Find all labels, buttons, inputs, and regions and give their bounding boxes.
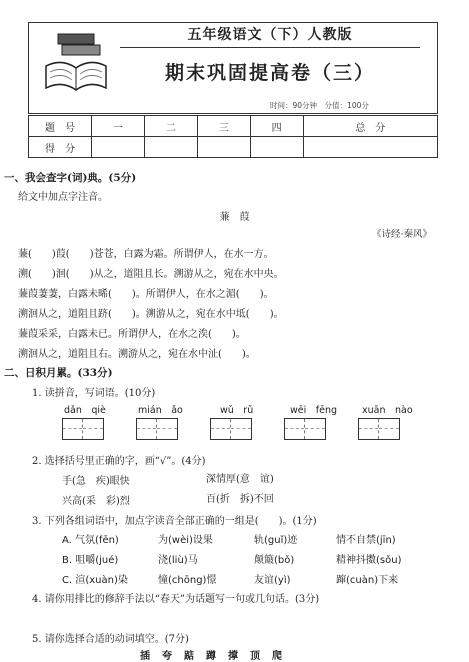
q3-option: 憧(chōng)憬 — [158, 575, 217, 586]
score-cell: 总 分 — [303, 116, 437, 137]
q2-text: 2. 选择括号里正确的字，画“√”。(4分) — [32, 456, 206, 467]
poem-line: 蒹葭采采，白露未已。所谓伊人，在水之涘( )。 — [18, 329, 246, 340]
q3-option: 友谊(yì) — [254, 575, 291, 586]
section1-heading: 一、我会查字(词)典。(5分) — [4, 172, 137, 184]
pinyin-label: xuān nào — [362, 405, 413, 416]
q3-option: 轨(guǐ)迹 — [254, 535, 298, 546]
poem-line: 蒹葭萋萋，白露未晞( )。所谓伊人，在水之湄( )。 — [18, 289, 274, 300]
book-icon — [40, 28, 110, 94]
q1-text: 1. 读拼音，写词语。(10分) — [32, 388, 156, 399]
pinyin-label: mián ǎo — [138, 405, 183, 416]
score-input-cell[interactable] — [92, 137, 145, 158]
q3-option: 为(wèi)设果 — [158, 535, 213, 546]
poem-line: 溯( )洄( )从之，道阻且长。溯游从之，宛在水中央。 — [18, 269, 284, 280]
pinyin-label: wǔ rǔ — [220, 405, 254, 416]
score-table-header-row — [29, 116, 438, 137]
writing-grid[interactable] — [358, 418, 400, 440]
score-table-score-row — [29, 137, 438, 158]
q3-option: A. 气氛(fēn) — [62, 535, 119, 546]
poem-line: 蒹( )葭( )苍苍，白露为霜。所谓伊人，在水一方。 — [18, 249, 274, 260]
q4-text: 4. 请你用排比的修辞手法以“春天”为话题写一句或几句话。(3分) — [32, 594, 320, 605]
q3-option: 颠簸(bǒ) — [254, 555, 295, 566]
q2-item[interactable]: 深情厚(意 谊) — [206, 474, 274, 485]
q2-item[interactable]: 百(折 拆)不回 — [206, 494, 274, 505]
poem-line: 溯洄从之，道阻且右。溯游从之，宛在水中沚( )。 — [18, 349, 256, 360]
q3-option: C. 渲(xuàn)染 — [62, 575, 128, 586]
score-cell: 四 — [250, 116, 303, 137]
score-cell: 三 — [197, 116, 250, 137]
q5-text: 5. 请你选择合适的动词填空。(7分) — [32, 634, 189, 645]
writing-grid[interactable] — [62, 418, 104, 440]
score-input-cell[interactable] — [197, 137, 250, 158]
score-cell: 题 号 — [29, 116, 92, 137]
edition-label: 五年级语文（下）人教版 — [120, 24, 420, 48]
score-table — [28, 115, 438, 158]
score-input-cell[interactable] — [250, 137, 303, 158]
exam-meta: 时间：90分钟 分值：100分 — [270, 101, 369, 110]
q3-option: 精神抖擞(sǒu) — [336, 555, 402, 566]
q3-text: 3. 下列各组词语中，加点字读音全部正确的一组是( )。(1分) — [32, 516, 317, 527]
score-input-cell[interactable] — [144, 137, 197, 158]
q2-item[interactable]: 兴高(采 彩)烈 — [62, 496, 130, 507]
pinyin-label: dǎn qiè — [64, 405, 106, 416]
section1-instruction: 给文中加点字注音。 — [18, 192, 108, 203]
score-cell: 一 — [92, 116, 145, 137]
score-input-cell[interactable] — [303, 137, 437, 158]
exam-title: 期末巩固提高卷（三） — [164, 62, 375, 84]
score-cell: 二 — [144, 116, 197, 137]
writing-grid[interactable] — [136, 418, 178, 440]
q2-item[interactable]: 手(急 疾)眼快 — [62, 476, 130, 487]
q3-option: 浇(liù)马 — [158, 555, 198, 566]
poem-line: 溯洄从之，道阻且跻( )。溯游从之，宛在水中坻( )。 — [18, 309, 284, 320]
writing-grid[interactable] — [210, 418, 252, 440]
section2-heading: 二、日积月累。(33分) — [4, 367, 113, 379]
score-cell: 得 分 — [29, 137, 92, 158]
q3-option: B. 咀嚼(jué) — [62, 555, 119, 566]
q5-word-list: 插 夸 踮 蹲 撑 顶 爬 — [140, 651, 283, 662]
q3-option: 蹿(cuàn)下来 — [336, 575, 399, 586]
poem-title: 蒹 葭 — [219, 212, 250, 223]
pinyin-label: wēi fēng — [290, 405, 337, 416]
writing-grid[interactable] — [284, 418, 326, 440]
poem-source: 《诗经·秦风》 — [372, 229, 433, 240]
q3-option: 情不自禁(jīn) — [336, 535, 396, 546]
